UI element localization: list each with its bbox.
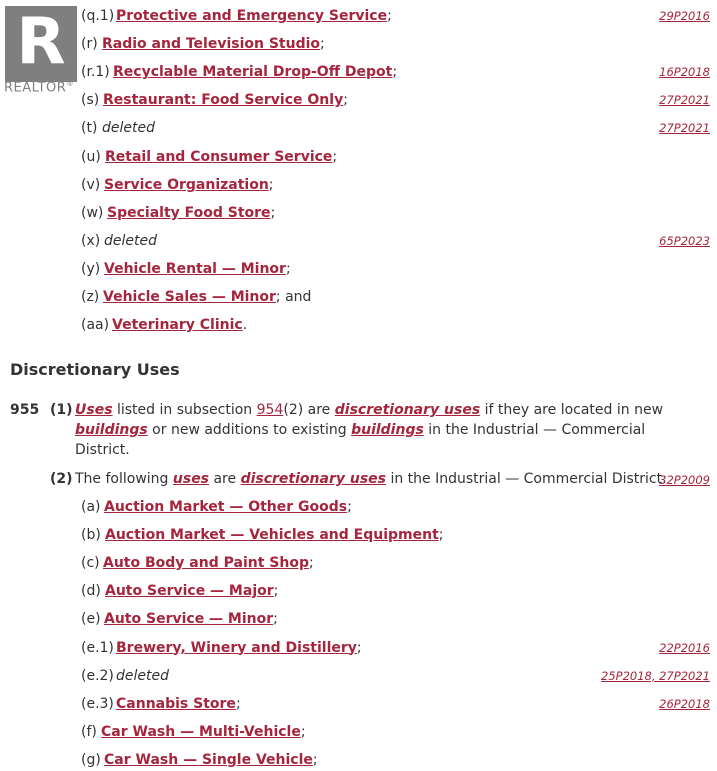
- list-item-label: (f): [81, 723, 97, 740]
- list-item-suffix: ;: [332, 148, 338, 165]
- buildings-link[interactable]: buildings: [351, 422, 424, 438]
- amendment-link[interactable]: 26P2018: [659, 696, 710, 711]
- list-item-suffix: ;: [308, 555, 314, 572]
- list-item-body: [104, 230, 157, 252]
- amendment-link[interactable]: 65P2023: [659, 233, 710, 248]
- use-link[interactable]: Protective and Emergency Service: [116, 8, 388, 24]
- subsection-1-label: (1): [50, 402, 73, 418]
- deleted-text: deleted: [104, 232, 157, 249]
- list-item: [0, 33, 717, 55]
- text: (2) are: [283, 402, 335, 418]
- list-item-body: [104, 496, 352, 518]
- use-link[interactable]: Recyclable Material Drop-Off Depot: [113, 64, 393, 81]
- amendment-link[interactable]: 32P2009: [659, 473, 710, 487]
- uses-link[interactable]: uses: [172, 471, 210, 487]
- subsection-1-text: [75, 400, 664, 460]
- amendment-link[interactable]: 22P2016: [659, 640, 710, 655]
- realtor-logo-mark: R: [16, 5, 66, 79]
- list-item-suffix: ;: [356, 639, 362, 656]
- list-item-label: (e): [81, 611, 101, 628]
- text: in the Industrial — Commercial: [423, 422, 646, 438]
- list-item: [0, 637, 717, 659]
- text: if they are located in new: [480, 402, 664, 418]
- list-item-label: (r): [81, 36, 98, 53]
- list-item-label: (a): [81, 499, 101, 515]
- subsection-2-label: (2): [50, 471, 73, 487]
- list-item-body: [104, 174, 274, 196]
- use-link[interactable]: Veterinary Clinic: [112, 317, 243, 334]
- list-item-body: [116, 5, 392, 27]
- list-item-body: [116, 637, 362, 659]
- list-item-label: (b): [81, 527, 101, 544]
- list-item-suffix: ;: [343, 92, 348, 109]
- list-item-suffix: ;: [320, 36, 325, 53]
- list-item: [0, 230, 717, 252]
- deleted-text: deleted: [116, 667, 169, 684]
- list-item-label: (t): [81, 120, 98, 137]
- list-item-suffix: ;: [387, 8, 392, 24]
- list-item: [0, 314, 717, 336]
- list-item-body: [107, 202, 275, 224]
- amendment-link[interactable]: 16P2018: [659, 65, 710, 80]
- list-item-label: (z): [81, 289, 100, 305]
- list-item-suffix: ;: [270, 204, 276, 221]
- use-link[interactable]: Auto Service — Major: [105, 583, 274, 600]
- list-item-label: (s): [81, 92, 100, 109]
- subsection-1-line-2: [75, 420, 646, 440]
- list-item: [0, 146, 717, 168]
- list-item-body: [102, 33, 325, 55]
- list-item: [0, 721, 717, 743]
- deleted-text: deleted: [102, 120, 155, 137]
- amendment-link[interactable]: 27P2021: [659, 93, 710, 108]
- list-item-body: [112, 314, 247, 336]
- list-item-body: [104, 258, 291, 280]
- list-item-label: (u): [81, 148, 101, 165]
- list-item: [0, 665, 717, 687]
- list-item: [0, 117, 717, 139]
- list-item-suffix: ;: [235, 695, 241, 712]
- use-link[interactable]: Vehicle Rental — Minor: [104, 260, 286, 277]
- list-item: [0, 496, 717, 518]
- list-item-label: (e.3): [81, 695, 114, 712]
- list-item-label: (y): [81, 260, 101, 277]
- list-item-body: [105, 146, 337, 168]
- text: The following: [75, 471, 173, 487]
- list-item: [0, 89, 717, 111]
- list-item-suffix: ;: [438, 527, 444, 544]
- list-item-suffix: ;: [347, 499, 352, 515]
- list-item: [0, 693, 717, 715]
- list-item-suffix: ;: [268, 176, 274, 193]
- section-number: 955: [10, 402, 40, 418]
- amendment-link[interactable]: 25P2018, 27P2021: [601, 668, 710, 683]
- list-item: [0, 608, 717, 630]
- use-link[interactable]: Brewery, Winery and Distillery: [116, 639, 357, 656]
- list-item-suffix: .: [242, 317, 248, 334]
- discretionary-uses-link[interactable]: discretionary uses: [240, 471, 386, 487]
- list-item-label: (d): [81, 583, 101, 600]
- list-item-suffix: ;: [312, 751, 318, 768]
- use-link[interactable]: Service Organization: [104, 176, 269, 193]
- use-link[interactable]: Car Wash — Single Vehicle: [104, 751, 313, 768]
- list-item-label: (g): [81, 751, 101, 768]
- section-954-link[interactable]: 954: [256, 402, 284, 418]
- list-item-body: [105, 524, 443, 546]
- use-link[interactable]: Auto Service — Minor: [104, 611, 274, 628]
- text: or new additions to existing: [147, 422, 352, 438]
- list-item-label: (q.1): [81, 8, 115, 24]
- list-item-body: [113, 61, 397, 83]
- use-link[interactable]: Auto Body and Paint Shop: [103, 555, 309, 572]
- list-item-label: (r.1): [81, 64, 110, 81]
- list-item-body: [116, 693, 241, 715]
- use-link[interactable]: Radio and Television Studio: [102, 36, 321, 53]
- list-item-body: [103, 89, 348, 111]
- use-link[interactable]: Auction Market — Vehicles and Equipment: [105, 527, 439, 544]
- list-item-body: [103, 552, 314, 574]
- list-item-label: (c): [81, 555, 100, 572]
- use-link[interactable]: Cannabis Store: [116, 695, 236, 712]
- subsection-1-line-3: District.: [75, 442, 130, 458]
- list-item-label: (e.2): [81, 667, 114, 684]
- list-item-label: (x): [81, 232, 101, 249]
- list-item-suffix: ;: [392, 64, 398, 81]
- buildings-link[interactable]: buildings: [75, 422, 148, 438]
- amendment-link[interactable]: 29P2016: [659, 9, 710, 23]
- list-item-body: [101, 721, 306, 743]
- use-link[interactable]: Retail and Consumer Service: [105, 148, 333, 165]
- list-item-body: [103, 286, 311, 308]
- list-item-body: [104, 608, 278, 630]
- list-item-suffix: ;: [285, 260, 291, 277]
- list-item-suffix: ;: [273, 611, 278, 628]
- realtor-logo-wordmark: REALTOR®: [4, 80, 74, 96]
- text: listed in subsection: [112, 402, 257, 418]
- list-item: [0, 258, 717, 280]
- list-item: [0, 524, 717, 546]
- text: in the Industrial — Commercial District:: [386, 471, 667, 487]
- text: are: [209, 471, 241, 487]
- list-item: [0, 5, 717, 27]
- subsection-2-text: [75, 469, 667, 489]
- discretionary-uses-link[interactable]: discretionary uses: [334, 402, 481, 418]
- subsection-1-line-1: [75, 400, 664, 420]
- use-link[interactable]: Auction Market — Other Goods: [104, 499, 348, 515]
- uses-link[interactable]: Uses: [75, 402, 113, 418]
- use-link[interactable]: Restaurant: Food Service Only: [103, 92, 344, 109]
- use-link[interactable]: Specialty Food Store: [107, 204, 271, 221]
- amendment-link[interactable]: 27P2021: [659, 121, 710, 136]
- list-item: [0, 174, 717, 196]
- list-item-label: (v): [81, 176, 101, 193]
- list-item: [0, 202, 717, 224]
- list-item: [0, 61, 717, 83]
- section-heading: Discretionary Uses: [10, 360, 180, 379]
- use-link[interactable]: Vehicle Sales — Minor: [103, 289, 276, 305]
- use-link[interactable]: Car Wash — Multi-Vehicle: [101, 723, 301, 740]
- list-item-label: (aa): [81, 317, 110, 334]
- list-item-body: [116, 665, 169, 687]
- list-item-label: (e.1): [81, 639, 114, 656]
- list-item: [0, 286, 717, 308]
- list-item: [0, 552, 717, 574]
- list-item-body: [102, 117, 155, 139]
- list-item-suffix: ;: [273, 583, 279, 600]
- list-item-label: (w): [81, 204, 104, 221]
- list-item-suffix: ; and: [275, 289, 312, 305]
- list-item-body: [105, 580, 278, 602]
- list-item-suffix: ;: [300, 723, 306, 740]
- list-item: [0, 580, 717, 602]
